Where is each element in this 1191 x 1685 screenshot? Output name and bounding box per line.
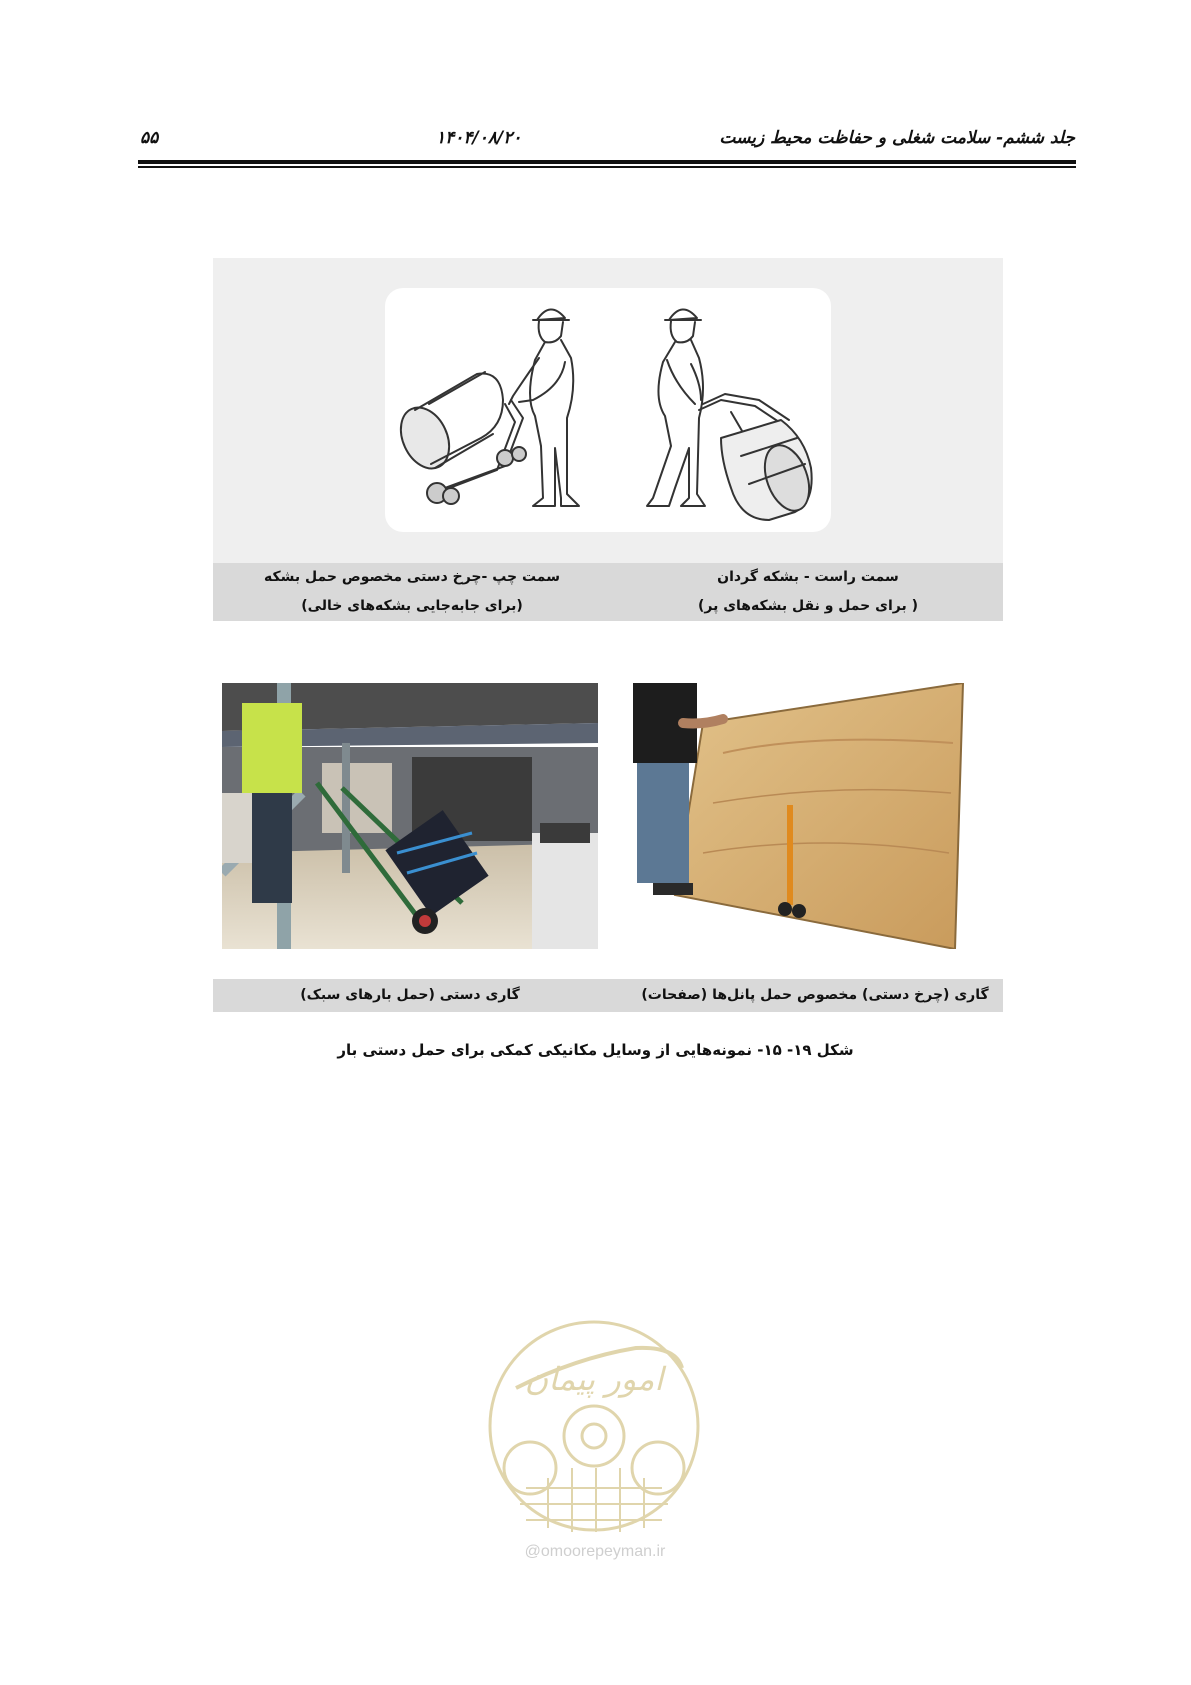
- header-date: ۱۴۰۴/۰۸/۲۰: [436, 128, 522, 148]
- drum-handling-illustration: [385, 288, 831, 532]
- caption-drum-rotator-line2: ( برای حمل و نقل بشکه‌های پر): [697, 598, 919, 614]
- hand-truck-photo: [222, 683, 598, 949]
- header-rule-thin: [138, 166, 1076, 168]
- header-rule-thick: [138, 160, 1076, 164]
- figure-caption: شکل ۱۹- ۱۵- نمونه‌هایی از وسایل مکانیکی کمکی برای حمل دستی بار: [337, 1041, 854, 1059]
- caption-panel-cart: گاری (چرخ دستی) مخصوص حمل پانل‌ها (صفحات): [641, 987, 989, 1003]
- panel-cart-photo: [633, 683, 997, 949]
- caption-drum-dolly-line2: (برای جابه‌جایی بشکه‌های خالی): [301, 598, 523, 614]
- drum-handler-right: [699, 394, 817, 520]
- right-worker-figure: [647, 309, 705, 506]
- watermark-logo-text: امور پیمان: [524, 1360, 664, 1398]
- caption-drum-rotator-line1: سمت راست - بشکه گردان: [717, 569, 899, 585]
- watermark-logo: [486, 1318, 702, 1548]
- caption-drum-dolly-line1: سمت چپ -چرخ دستی مخصوص حمل بشکه: [264, 569, 560, 585]
- page-number: ۵۵: [140, 128, 159, 148]
- left-worker-figure: [509, 309, 579, 506]
- book-title: جلد ششم- سلامت شغلی و حفاظت محیط زیست: [719, 128, 1075, 148]
- caption-hand-truck: گاری دستی (حمل بارهای سبک): [300, 987, 520, 1003]
- drum-dolly-left: [392, 372, 526, 504]
- watermark-url: @omoorepeyman.ir: [524, 1543, 666, 1560]
